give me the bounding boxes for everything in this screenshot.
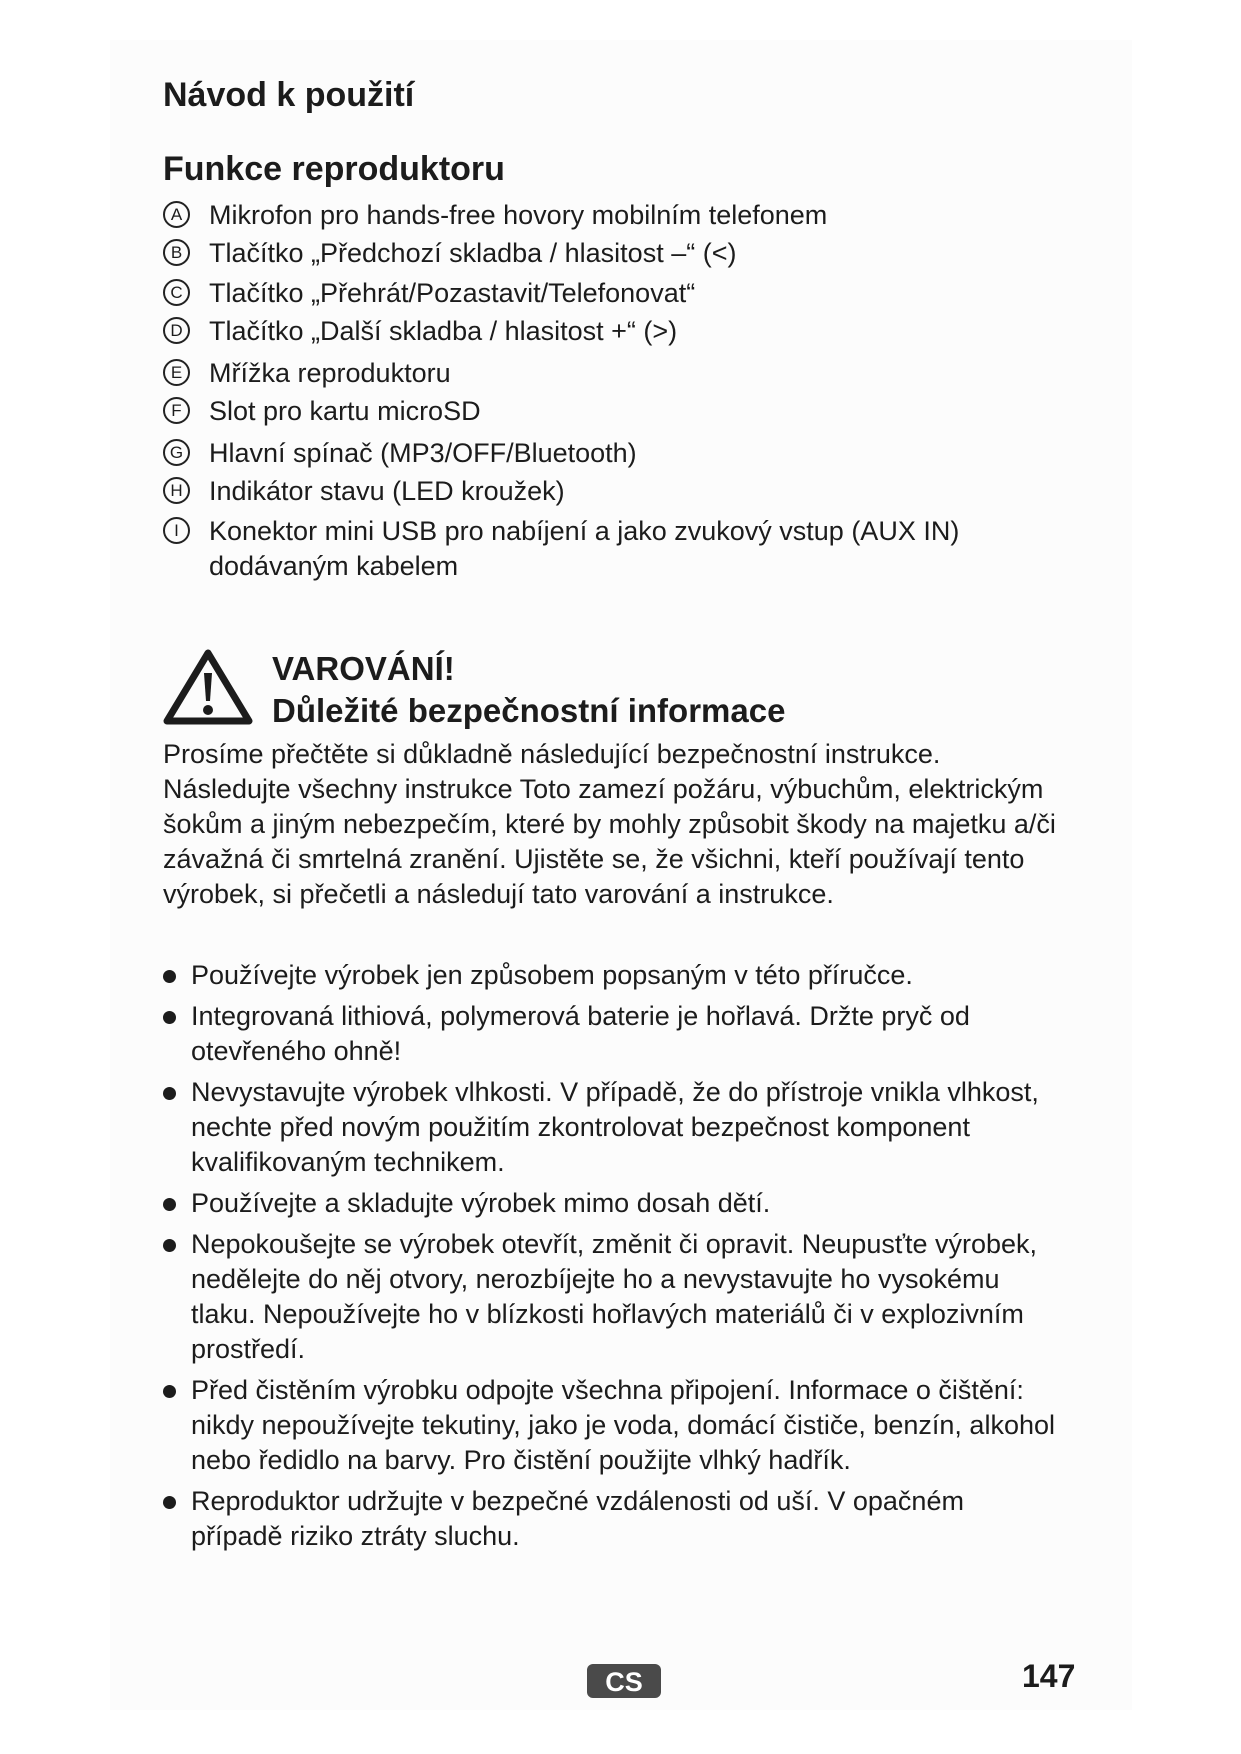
list-item: Integrovaná lithiová, polymerová baterie je hořlavá. Držte pryč od otevřeného ohně! [163, 999, 1063, 1069]
letter-badge: I [163, 517, 190, 544]
list-item: Před čistěním výrobku odpojte všechna připojení. Informace o čištění: nikdy nepoužívejte tekutiny, jako je voda, domácí čističe, benzín, alkohol nebo ředidlo na barvy. Pro čistění použijte vlhký hadřík. [163, 1373, 1063, 1478]
feature-text: Slot pro kartu microSD [209, 396, 481, 426]
feature-text: Tlačítko „Předchozí skladba / hlasitost –“ (<) [209, 238, 737, 268]
list-item: Nevystavujte výrobek vlhkosti. V případě, že do přístroje vnikla vlhkost, nechte před novým použitím zkontrolovat bezpečnost komponent kvalifikovaným technikem. [163, 1075, 1063, 1180]
letter-badge: E [163, 359, 190, 386]
language-badge: CS [587, 1664, 661, 1698]
warning-title: VAROVÁNÍ! [272, 650, 455, 687]
warning-heading [272, 648, 785, 732]
safety-list [163, 958, 1063, 1554]
list-item: Nepokoušejte se výrobek otevřít, změnit či opravit. Neupusťte výrobek, nedělejte do něj otvory, nerozbíjejte ho a nevystavujte ho vysokému tlaku. Nepoužívejte ho v blízkosti hořlavých materiálů či v explozivním prostředí. [163, 1227, 1063, 1367]
page-number: 147 [1022, 1658, 1076, 1694]
list-item: Reproduktor udržujte v bezpečné vzdálenosti od uší. V opačném případě riziko ztráty sluchu. [163, 1484, 1063, 1554]
page-title: Návod k použití [163, 76, 415, 114]
letter-badge: A [163, 201, 190, 228]
feature-text: Tlačítko „Přehrát/Pozastavit/Telefonovat“ [209, 278, 696, 308]
feature-text: Indikátor stavu (LED kroužek) [209, 476, 565, 506]
feature-item [163, 236, 1063, 276]
feature-item [163, 314, 1063, 356]
letter-badge: C [163, 279, 190, 306]
section-title: Funkce reproduktoru [163, 150, 505, 188]
letter-badge: H [163, 477, 190, 504]
feature-item [163, 394, 1063, 436]
list-item: Používejte a skladujte výrobek mimo dosah dětí. [163, 1186, 1063, 1221]
feature-item [163, 276, 1063, 314]
warning-intro: Prosíme přečtěte si důkladně následující bezpečnostní instrukce. Následujte všechny instrukce Toto zamezí požáru, výbuchům, elektrickým šokům a jiným nebezpečím, které by mohly způsobit škody na majetku a/či závažná či smrtelná zranění. Ujistěte se, že všichni, kteří používají tento výrobek, si přečetli a následují tato varování a instrukce. [163, 739, 1056, 909]
feature-item [163, 356, 1063, 394]
feature-text: Mikrofon pro hands-free hovory mobilním telefonem [209, 200, 828, 230]
letter-badge: G [163, 439, 190, 466]
feature-item [163, 436, 1063, 474]
feature-list [163, 198, 1063, 584]
feature-item [163, 514, 1063, 584]
letter-badge: F [163, 397, 190, 424]
letter-badge: B [163, 239, 190, 266]
feature-item [163, 474, 1063, 514]
letter-badge: D [163, 317, 190, 344]
feature-text: Tlačítko „Další skladba / hlasitost +“ (>) [209, 316, 678, 346]
list-item: Používejte výrobek jen způsobem popsaným v této příručce. [163, 958, 1063, 993]
warning-triangle-icon [163, 648, 253, 726]
feature-text: Mřížka reproduktoru [209, 358, 451, 388]
feature-text: Hlavní spínač (MP3/OFF/Bluetooth) [209, 438, 637, 468]
warning-subtitle: Důležité bezpečnostní informace [272, 692, 786, 729]
feature-text: Konektor mini USB pro nabíjení a jako zvukový vstup (AUX IN) dodávaným kabelem [209, 516, 960, 581]
feature-item [163, 198, 1063, 236]
